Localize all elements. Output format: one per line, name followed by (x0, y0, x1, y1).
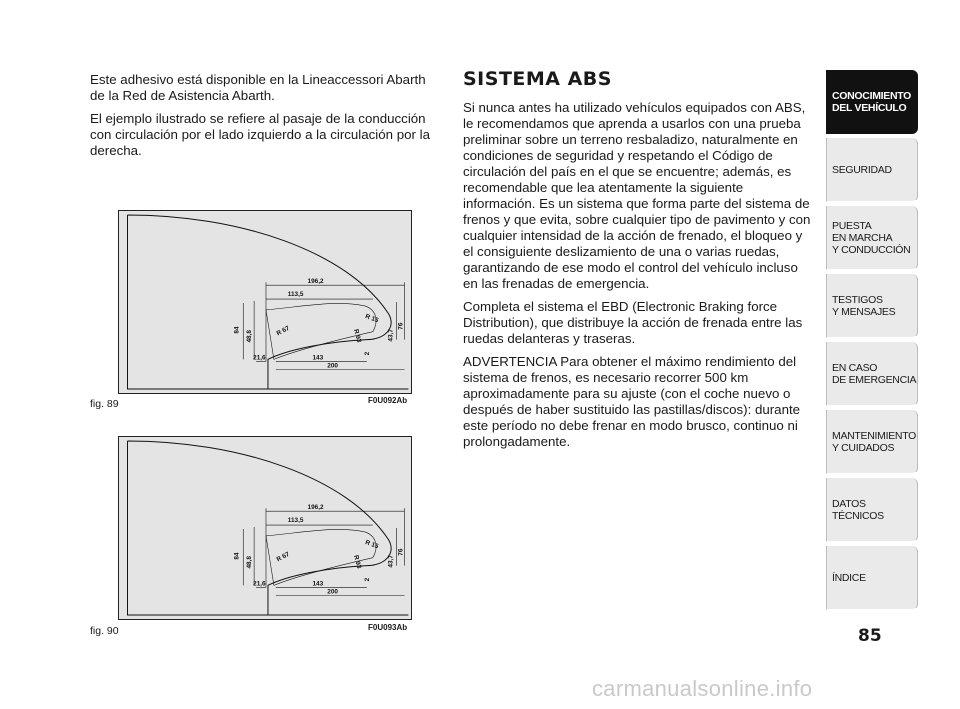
abs-paragraph-2: Completa el sistema el EBD (Electronic Braking force Distribution), que distribuye la acción de frenada entre las ruedas delanteras y traseras. (463, 299, 803, 346)
sticker-shape-drawing (119, 211, 411, 393)
tab-seguridad[interactable] (826, 138, 918, 202)
dim-76: 76 (397, 548, 405, 556)
chapter-tabs (826, 70, 918, 614)
site-watermark: carmanualsonline.info (592, 676, 813, 701)
dim-r93: R 93 (352, 554, 363, 570)
abs-paragraph-3: ADVERTENCIA Para obtener el máximo rendimiento del sistema de frenos, es necesario recorrer 500 km aproximadamente para su ajuste (con el coche nuevo o después de haber sustituido las pastillas/discos): durante este período no debe frenar en modo brusco, continuo ni prolongadamente. (463, 354, 801, 449)
figure-90-diagram (118, 436, 412, 620)
page-number: 85 (858, 626, 882, 646)
tab-mantenimiento[interactable] (826, 410, 918, 474)
intro-paragraph-2: El ejemplo ilustrado se refiere al pasaje de la conducción con circulación por el lado izquierdo a la circulación por la derecha. (90, 111, 430, 158)
section-title: SISTEMA ABS (463, 68, 612, 90)
dim-r93: R 93 (352, 328, 363, 344)
tab-indice[interactable] (826, 546, 918, 610)
figure-89-code: F0U092Ab (368, 396, 408, 405)
dim-200: 200 (327, 362, 339, 370)
sticker-shape-drawing (119, 437, 411, 619)
dim-196: 196,2 (307, 278, 324, 286)
tab-label: TESTIGOS Y MENSAJES (832, 293, 896, 318)
abs-section (463, 68, 815, 457)
tab-datos-tecnicos[interactable] (826, 478, 918, 542)
dim-r15: R 15 (364, 539, 380, 551)
tab-en-caso-de-emergencia[interactable] (826, 342, 918, 406)
dim-84: 84 (233, 552, 241, 560)
dim-2: 2 (363, 577, 371, 582)
dim-200: 200 (327, 588, 339, 596)
dim-43: 43,7 (387, 555, 395, 568)
dim-143: 143 (312, 354, 324, 362)
figure-90-code: F0U093Ab (368, 623, 408, 632)
tab-label: DATOS TÉCNICOS (832, 497, 884, 522)
tab-testigos-y-mensajes[interactable] (826, 274, 918, 338)
tab-label: MANTENIMIENTO Y CUIDADOS (832, 429, 916, 454)
dim-2: 2 (363, 351, 371, 356)
tab-label: CONOCIMIENTO DEL VEHÍCULO (832, 89, 912, 114)
dim-113: 113,5 (287, 517, 304, 525)
dim-196: 196,2 (307, 504, 324, 512)
dim-84: 84 (233, 326, 241, 334)
dim-r15: R 15 (364, 313, 380, 325)
left-column (90, 72, 440, 166)
dim-48: 48,8 (246, 330, 254, 343)
dim-21: 21,6 (253, 354, 266, 362)
dim-r67: R 67 (275, 324, 291, 338)
dim-21: 21,6 (253, 580, 266, 588)
tab-label: PUESTA EN MARCHA Y CONDUCCIÓN (832, 219, 911, 256)
dim-143: 143 (312, 580, 324, 588)
tab-conocimiento-del-vehiculo[interactable] (826, 70, 918, 134)
figure-90-caption: fig. 90 (90, 625, 119, 637)
intro-paragraph-1: Este adhesivo está disponible en la Lineaccessori Abarth de la Red de Asistencia Abarth. (90, 72, 426, 103)
tab-label: ÍNDICE (832, 571, 866, 584)
tab-label: SEGURIDAD (832, 163, 892, 176)
dim-76: 76 (397, 322, 405, 330)
figure-89-caption: fig. 89 (90, 398, 119, 410)
tab-label: EN CASO DE EMERGENCIA (832, 361, 917, 386)
dim-113: 113,5 (287, 291, 304, 299)
tab-puesta-en-marcha[interactable] (826, 206, 918, 270)
dim-48: 48,8 (246, 556, 254, 569)
dim-r67: R 67 (275, 550, 291, 564)
dim-43: 43,7 (387, 329, 395, 342)
abs-paragraph-1: Si nunca antes ha utilizado vehículos equipados con ABS, le recomendamos que aprenda a usarlos con una prueba preliminar sobre un terreno resbaladizo, naturalmente en condiciones de seguridad y respetando el Código de circulación del país en el que se encuentre; además, es recomendable que lea atentamente la siguiente información. Es un sistema que forma parte del sistema de frenos y que evita, sobre cualquier tipo de pavimento y con cualquier intensidad de la acción de frenado, el bloqueo y el consiguiente deslizamiento de una o varias ruedas, garantizando de ese modo el control del vehículo incluso en las frenadas de emergencia. (463, 100, 811, 291)
figure-89-diagram (118, 210, 412, 394)
